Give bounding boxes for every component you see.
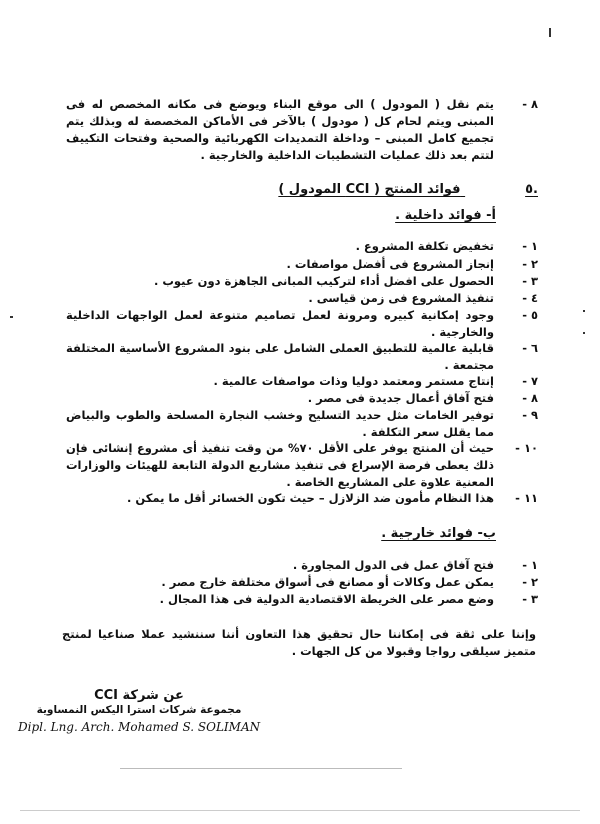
section-8-text: يتم نقل ( المودول ) الى موقع البناء ويوضع فى مكانه المخصص له فى المبنى ويتم لحام كل ( مودول ) بالآخر فى الأماكن المخصصة له وبذلك يتم تجميع كامل المبنى – وداخلة التمديدات الكهربائية والصحية وفتحات التكييف لتتم بعد ذلك عمليات التشطيبات الداخلية والخارجية .: [66, 97, 494, 162]
list-item: [66, 373, 538, 390]
section-8: [66, 96, 538, 164]
scan-mark: [583, 310, 585, 312]
external-benefits-title: ب- فوائد خارجية .: [381, 526, 496, 541]
item-text: تنفيذ المشروع فى زمن قياسى .: [308, 291, 494, 305]
item-text: يمكن عمل وكالات أو مصانع فى أسواق مختلفة خارج مصر .: [161, 575, 494, 589]
item-number: ٧ -: [522, 374, 538, 388]
list-item: [66, 256, 538, 273]
closing-paragraph: وإننا على ثقة فى إمكاننا حال تحقيق هذا التعاون أننا سننشيد عملا صناعيا لمنتج متميز سيلقى رواجا وقبولا من كل الجهات .: [62, 627, 536, 658]
scan-mark: [549, 28, 551, 37]
item-text: توفير الخامات مثل حديد التسليح وخشب النجارة المسلحة والطوب والبياض مما يقلل سعر التكلفة .: [66, 408, 494, 439]
list-item: [66, 307, 538, 341]
benefits-number: .٥: [525, 182, 538, 197]
item-text: إنجاز المشروع فى أفضل مواصفات .: [286, 257, 494, 271]
item-text: قابلية عالمية للتطبيق العملى الشامل على بنود المشروع الأساسية المختلفة مجتمعة .: [66, 341, 494, 372]
item-text: فتح آفاق أعمال جديدة فى مصر .: [307, 391, 494, 405]
item-text: فتح آفاق عمل فى الدول المجاورة .: [292, 558, 494, 572]
item-text: الحصول على افضل أداء لتركيب المبانى الجاهزة دون عيوب .: [153, 274, 494, 288]
scan-line: [120, 768, 402, 769]
list-item: [66, 238, 538, 255]
list-item: [66, 557, 538, 574]
list-item: [66, 390, 538, 407]
internal-benefits-title: أ- فوائد داخلية .: [395, 208, 496, 223]
scan-mark: [10, 316, 13, 318]
item-number: ٣ -: [522, 592, 538, 606]
item-number: ٤ -: [522, 291, 538, 305]
list-item: [66, 490, 538, 507]
item-text: وجود إمكانية كبيره ومرونة لعمل تصاميم متنوعة لعمل الواجهات الداخلية والخارجية .: [66, 308, 494, 339]
item-number: ٥ -: [522, 308, 538, 322]
list-item: [66, 440, 538, 491]
benefits-title: فوائد المنتج ( CCI المودول ): [278, 182, 461, 197]
list-item: [66, 340, 538, 374]
item-number: ٣ -: [522, 274, 538, 288]
list-item: [66, 591, 538, 608]
item-number: ٢ -: [522, 257, 538, 271]
list-item: [66, 273, 538, 290]
item-text: حيث أن المنتج يوفر على الأقل ٧٠% من وقت تنفيذ أى مشروع إنشائى فإن ذلك يعطى فرصة الإسراع فى تنفيذ مشاريع الدولة التابعة للهيئات والوزارات المعنية علاوة على المشاريع الخاصة .: [66, 441, 495, 489]
section-8-number: ٨ -: [522, 97, 538, 111]
item-number: ١ -: [522, 558, 538, 572]
list-item: [66, 407, 538, 441]
item-number: ١١ -: [515, 491, 538, 505]
benefits-heading: [278, 182, 538, 197]
scan-line: [20, 810, 580, 811]
item-number: ٢ -: [522, 575, 538, 589]
item-number: ٩ -: [522, 408, 538, 422]
item-number: ٨ -: [522, 391, 538, 405]
list-item: [66, 290, 538, 307]
item-number: ١ -: [522, 239, 538, 253]
item-text: وضع مصر على الخريطة الاقتصادية الدولية فى هذا المجال .: [159, 592, 494, 606]
item-number: ٦ -: [522, 341, 538, 355]
item-text: تخفيض تكلفة المشروع .: [355, 239, 494, 253]
signature-name: Dipl. Lng. Arch. Mohamed S. SOLIMAN: [18, 720, 261, 734]
item-text: هذا النظام مأمون ضد الزلازل – حيث تكون الخسائر أقل ما يمكن .: [126, 491, 494, 505]
item-number: ١٠ -: [515, 441, 538, 455]
list-item: [66, 574, 538, 591]
signature-group: مجموعة شركات استرا اليكس النمساوية: [36, 704, 242, 716]
scan-mark: [583, 332, 585, 334]
signature-company: عن شركة CCI: [94, 688, 184, 703]
item-text: إنتاج مستمر ومعتمد دوليا وذات مواصفات عالمية .: [213, 374, 494, 388]
